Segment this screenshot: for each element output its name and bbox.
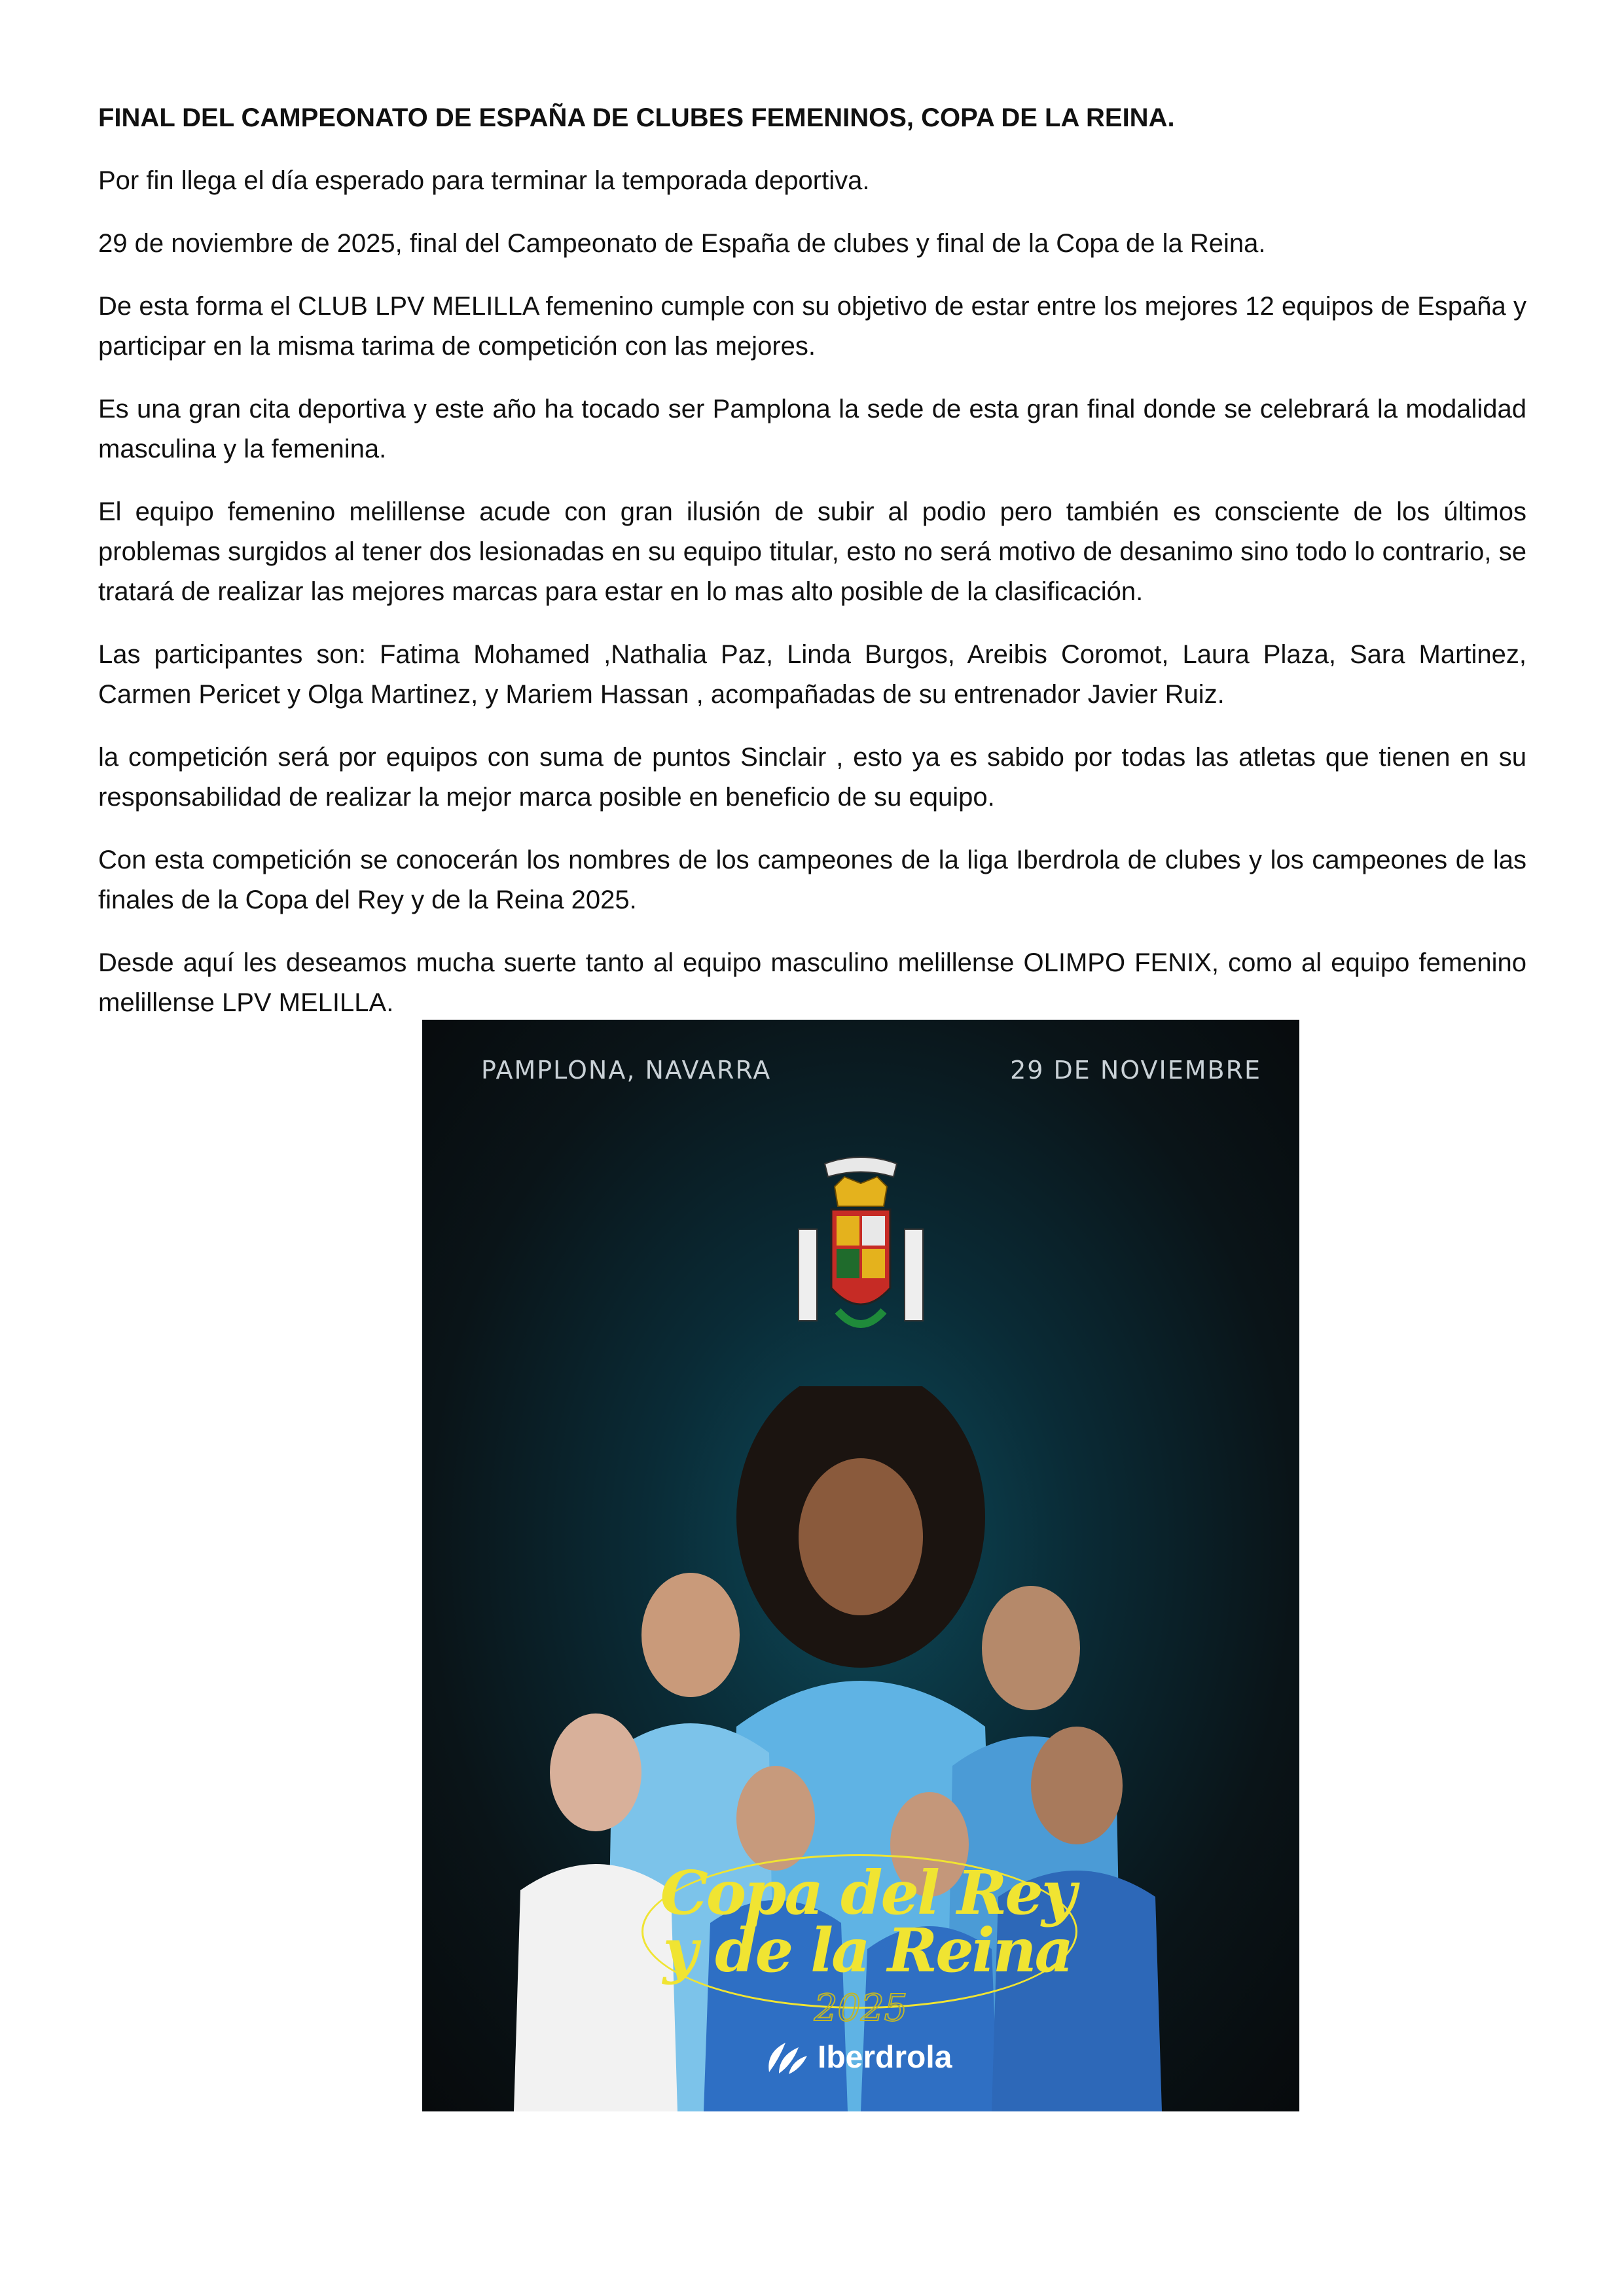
- article-title: FINAL DEL CAMPEONATO DE ESPAÑA DE CLUBES FEMENINOS, COPA DE LA REINA.: [98, 103, 1175, 132]
- copa-year: 2025: [814, 1987, 908, 2030]
- copa-title: [638, 1857, 1096, 1986]
- poster-date: 29 DE NOVIEMBRE: [1010, 1056, 1261, 1085]
- melilla-coat-of-arms-icon: [785, 1151, 936, 1347]
- paragraph-7: la competición será por equipos con suma de puntos Sinclair , esto ya es sabido por todas las atletas que tienen en su responsabilidad de realizar la mejor marca posible en beneficio de su equipo.: [98, 743, 1526, 812]
- sponsor-name: Iberdrola: [818, 2039, 952, 2075]
- event-poster: [422, 1020, 1299, 2111]
- paragraph-8: Con esta competición se conocerán los nombres de los campeones de la liga Iberdrola de clubes y los campeones de las finales de la Copa del Rey y de la Reina 2025.: [98, 846, 1526, 914]
- paragraph-5: El equipo femenino melillense acude con gran ilusión de subir al podio pero también es consciente de los últimos problemas surgidos al tener dos lesionadas en su equipo titular, esto no será motivo de desanimo sino todo lo contrario, se tratará de realizar las mejores marcas para estar en lo mas alto posible de la clasificación.: [98, 497, 1526, 606]
- copa-title-line1: Copa del Rey: [660, 1857, 1075, 1928]
- sponsor-logo: [763, 2037, 952, 2077]
- poster-location: PAMPLONA, NAVARRA: [481, 1056, 772, 1085]
- article-body: [98, 98, 1526, 1046]
- paragraph-6: Las participantes son: Fatima Mohamed ,Nathalia Paz, Linda Burgos, Areibis Coromot, Laura Plaza, Sara Martinez, Carmen Pericet y Olga Martinez, y Mariem Hassan , acompañadas de su entrenador Javier Ruiz.: [98, 640, 1526, 709]
- iberdrola-leaf-icon: [763, 2039, 808, 2075]
- paragraph-1: Por fin llega el día esperado para terminar la temporada deportiva.: [98, 166, 870, 195]
- paragraph-9: Desde aquí les deseamos mucha suerte tanto al equipo masculino melillense OLIMPO FENIX, como al equipo femenino melillense LPV MELILLA.: [98, 948, 1526, 1017]
- copa-title-line2: y de la Reina: [662, 1915, 1072, 1986]
- paragraph-2: 29 de noviembre de 2025, final del Campeonato de España de clubes y final de la Copa de la Reina.: [98, 229, 1266, 258]
- paragraph-3: De esta forma el CLUB LPV MELILLA femenino cumple con su objetivo de estar entre los mejores 12 equipos de España y participar en la misma tarima de competición con las mejores.: [98, 292, 1526, 361]
- paragraph-4: Es una gran cita deportiva y este año ha tocado ser Pamplona la sede de esta gran final donde se celebrará la modalidad masculina y la femenina.: [98, 395, 1526, 463]
